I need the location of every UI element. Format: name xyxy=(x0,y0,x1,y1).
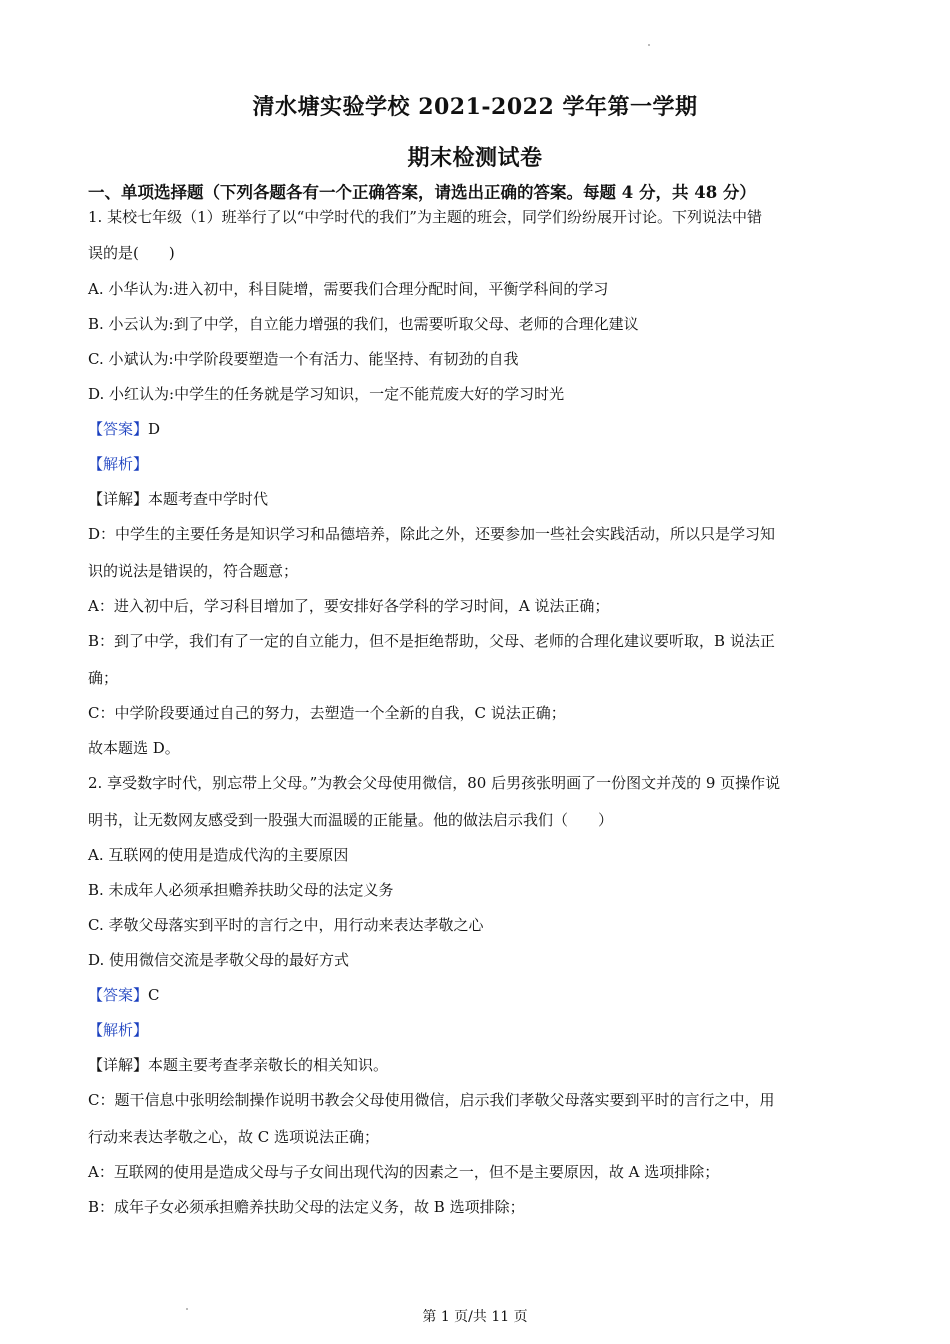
scan-dot xyxy=(648,44,650,46)
q2-detail-text: 本题主要考查孝亲敬长的相关知识。 xyxy=(148,1056,389,1074)
q2-detail xyxy=(88,1054,388,1075)
q1-explanation-b-line2: 确； xyxy=(88,669,119,687)
q1-analysis xyxy=(88,453,148,474)
q2-detail-tag: 【详解】 xyxy=(88,1056,149,1074)
exam-school-title: 清水塘实验学校 2021-2022 学年第一学期 xyxy=(252,94,698,120)
q1-detail xyxy=(88,488,268,509)
q2-analysis xyxy=(88,1019,148,1040)
q2-option-c: C. 孝敬父母落实到平时的言行之中，用行动来表达孝敬之心 xyxy=(88,916,484,934)
q2-option-b: B. 未成年人必须承担赡养扶助父母的法定义务 xyxy=(88,881,394,899)
q1-option-a: A. 小华认为:进入初中，科目陡增，需要我们合理分配时间，平衡学科间的学习 xyxy=(88,280,609,298)
q2-answer-value: C xyxy=(148,986,160,1004)
q2-option-a: A. 互联网的使用是造成代沟的主要原因 xyxy=(88,846,349,864)
q2-answer-tag: 【答案】 xyxy=(88,986,149,1004)
q1-explanation-d-line1: D：中学生的主要任务是知识学习和品德培养，除此之外，还要参加一些社会实践活动，所以只是学习知 xyxy=(88,525,776,543)
q1-explanation-a: A：进入初中后，学习科目增加了，要安排好各学科的学习时间，A 说法正确； xyxy=(88,597,610,615)
section-heading: 一、单项选择题（下列各题各有一个正确答案，请选出正确的答案。每题 4 分，共 48 分） xyxy=(88,183,756,202)
q1-option-d: D. 小红认为:中学生的任务就是学习知识，一定不能荒废大好的学习时光 xyxy=(88,385,565,403)
q2-stem-line2: 明书，让无数网友感受到一股强大而温暖的正能量。他的做法启示我们（ ） xyxy=(88,811,614,829)
q1-option-b: B. 小云认为:到了中学，自立能力增强的我们，也需要听取父母、老师的合理化建议 xyxy=(88,315,639,333)
q2-option-d: D. 使用微信交流是孝敬父母的最好方式 xyxy=(88,951,350,969)
q1-answer xyxy=(88,418,160,439)
q1-option-c: C. 小斌认为:中学阶段要塑造一个有活力、能坚持、有韧劲的自我 xyxy=(88,350,519,368)
q1-explanation-c: C：中学阶段要通过自己的努力，去塑造一个全新的自我，C 说法正确； xyxy=(88,704,566,722)
q1-conclusion: 故本题选 D。 xyxy=(88,739,180,757)
q1-stem-line2: 误的是( ) xyxy=(88,244,175,262)
q1-explanation-d-line2: 识的说法是错误的，符合题意； xyxy=(88,562,299,580)
page-footer: 第 1 页/共 11 页 xyxy=(422,1309,528,1325)
q2-explanation-c-line1: C：题干信息中张明绘制操作说明书教会父母使用微信，启示我们孝敬父母落实要到平时的言行之中，用 xyxy=(88,1091,775,1109)
q1-detail-tag: 【详解】 xyxy=(88,490,149,508)
exam-paper-title: 期末检测试卷 xyxy=(407,145,543,171)
q2-analysis-tag: 【解析】 xyxy=(88,1021,149,1039)
q1-analysis-tag: 【解析】 xyxy=(88,455,149,473)
q1-answer-value: D xyxy=(148,420,161,438)
q1-answer-tag: 【答案】 xyxy=(88,420,149,438)
q1-explanation-b-line1: B：到了中学，我们有了一定的自立能力，但不是拒绝帮助，父母、老师的合理化建议要听取，B 说法正 xyxy=(88,632,775,650)
q1-stem-line1: 1. 某校七年级（1）班举行了以“中学时代的我们”为主题的班会，同学们纷纷展开讨论。下列说法中错 xyxy=(88,208,762,226)
q1-detail-text: 本题考查中学时代 xyxy=(148,490,269,508)
q2-stem-line1: 2. 享受数字时代，别忘带上父母。”为教会父母使用微信，80 后男孩张明画了一份图文并茂的 9 页操作说 xyxy=(88,774,781,792)
q2-explanation-b: B：成年子女必须承担赡养扶助父母的法定义务，故 B 选项排除； xyxy=(88,1198,525,1216)
q2-explanation-a: A：互联网的使用是造成父母与子女间出现代沟的因素之一，但不是主要原因，故 A 选项排除； xyxy=(88,1163,720,1181)
q2-answer xyxy=(88,984,160,1005)
q2-explanation-c-line2: 行动来表达孝敬之心，故 C 选项说法正确； xyxy=(88,1128,380,1146)
